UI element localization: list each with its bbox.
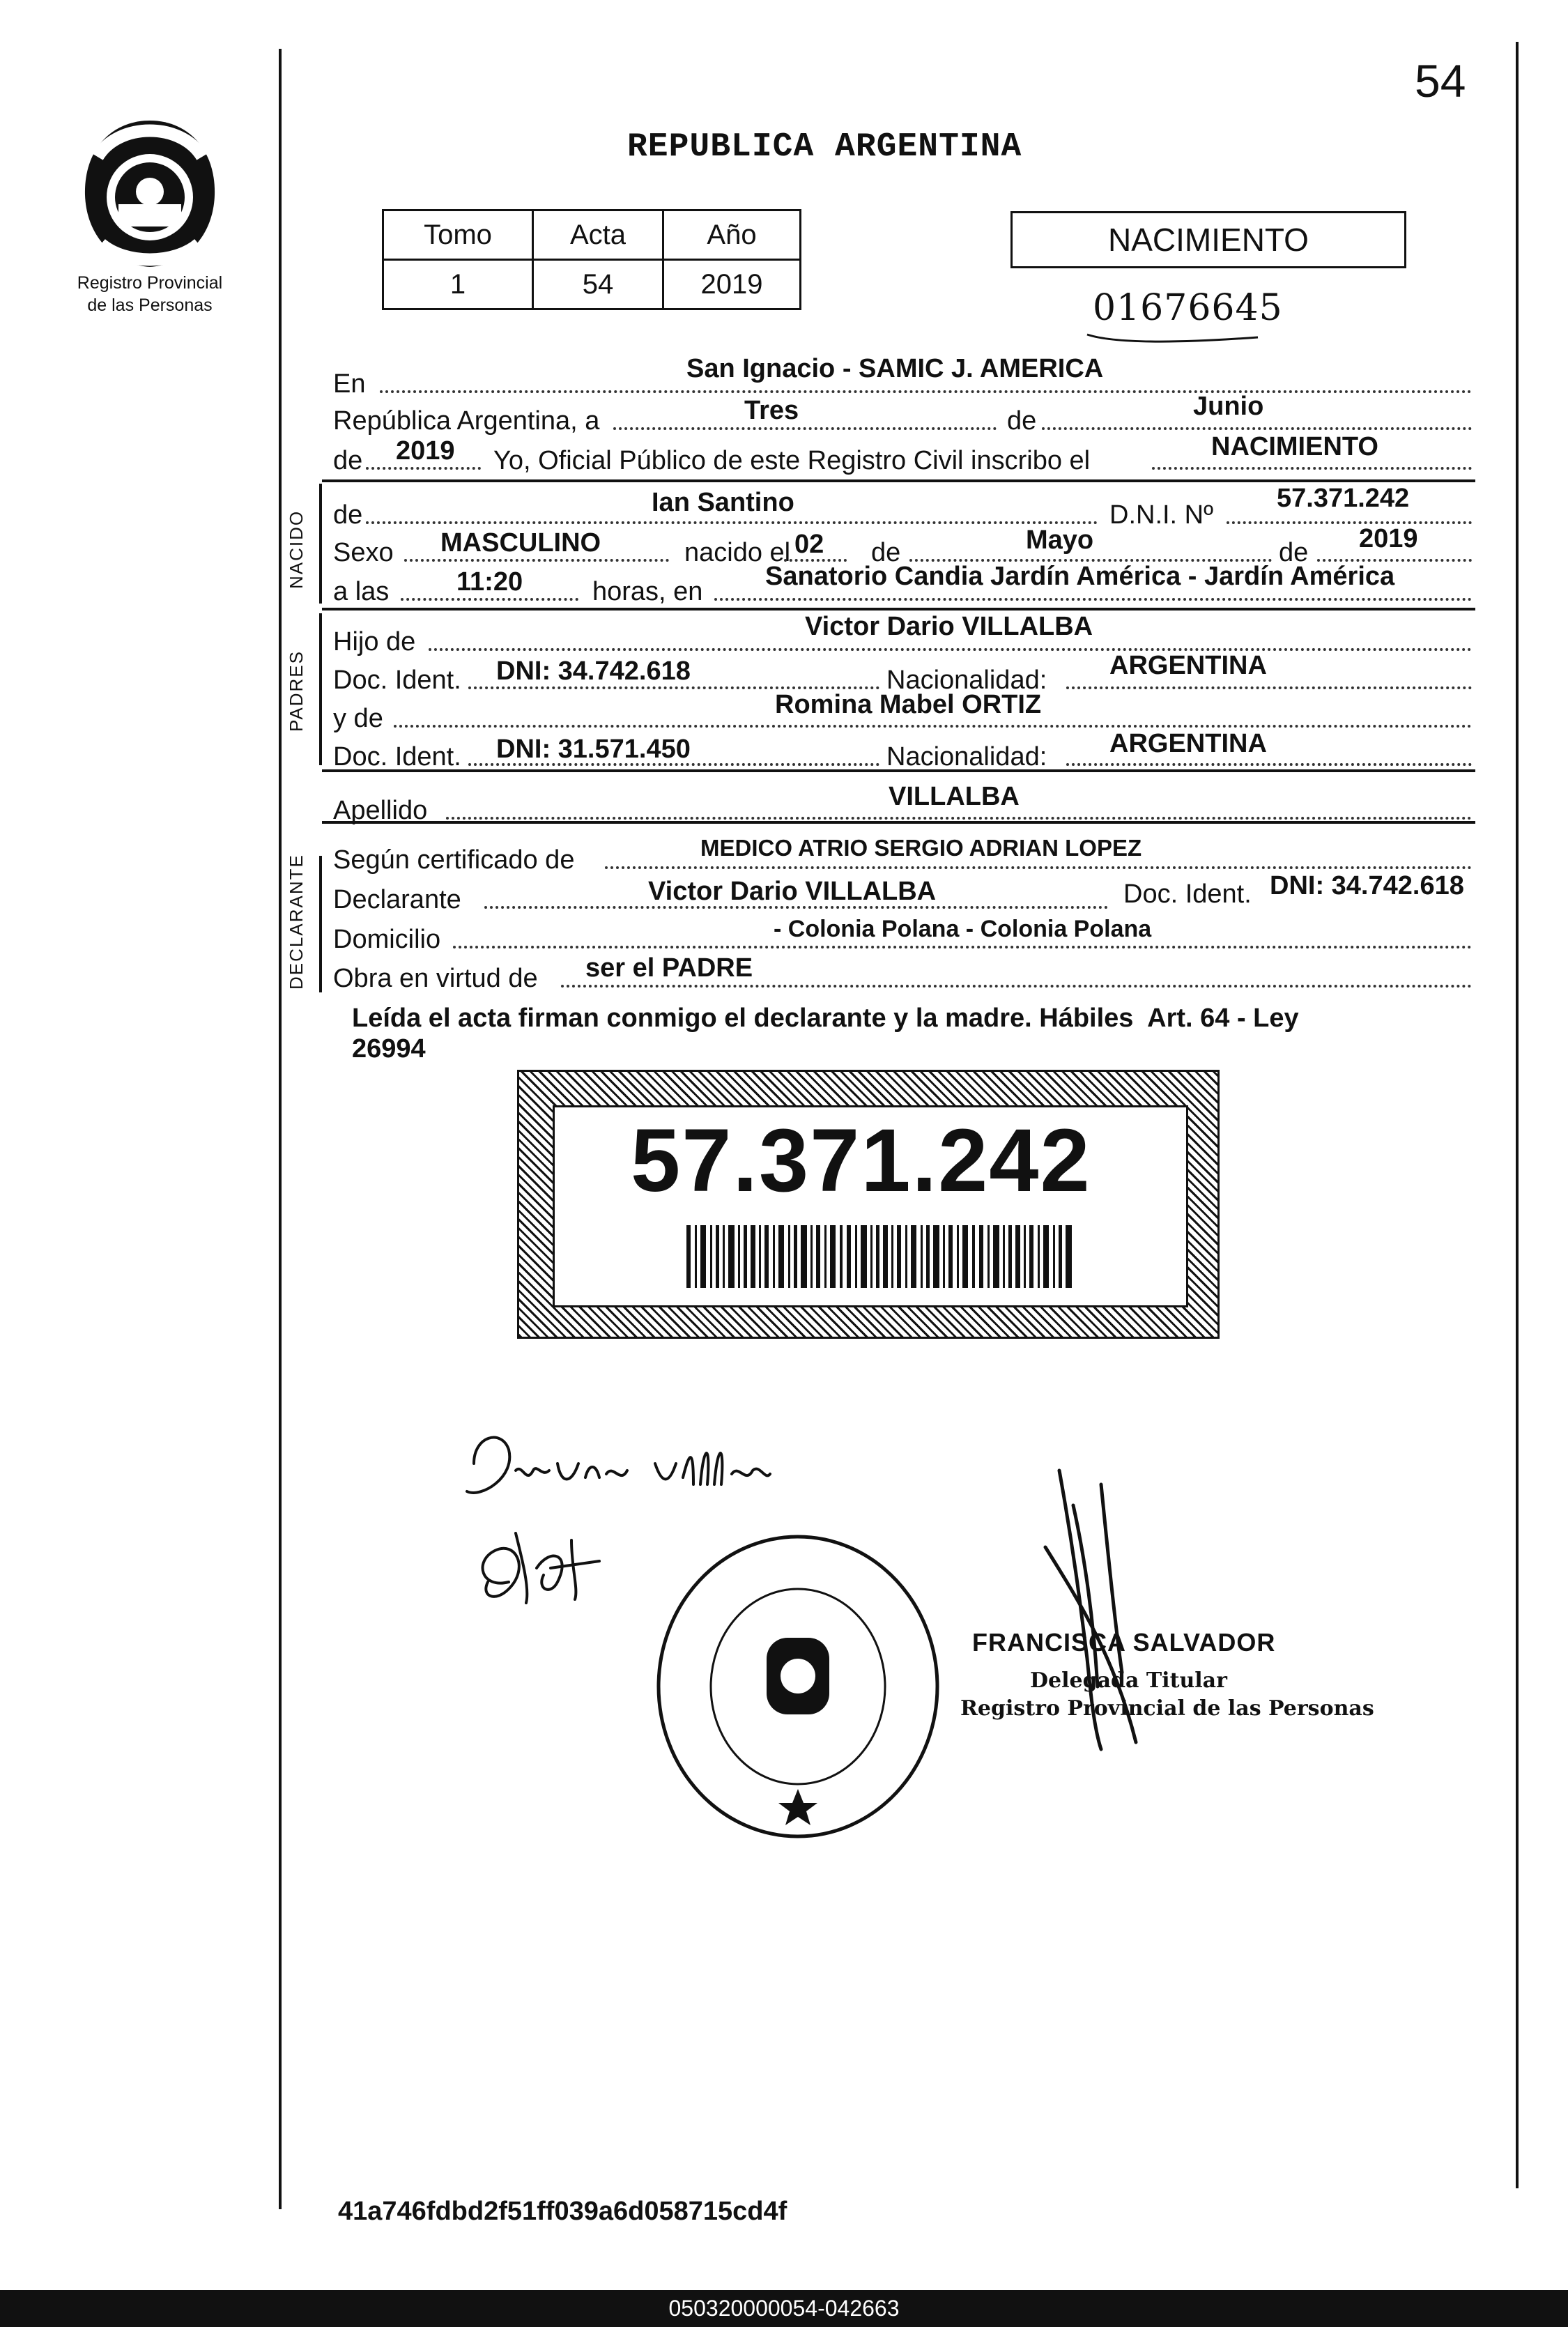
declarante-doc-label: Doc. Ident. <box>1123 880 1252 909</box>
domicilio-label: Domicilio <box>333 925 441 954</box>
declarant-signature <box>460 1422 836 1512</box>
dni-box-number: 57.371.242 <box>631 1111 1091 1211</box>
father-doc-label: Doc. Ident. <box>333 666 461 695</box>
mother-nat: ARGENTINA <box>1109 729 1267 758</box>
month-dots <box>1042 427 1472 430</box>
logo-caption-line2: de las Personas <box>87 295 213 315</box>
certificado-dots <box>605 866 1472 869</box>
birth-de2-label: de <box>1279 538 1309 567</box>
sexo-value: MASCULINO <box>440 528 601 558</box>
en-dots <box>380 390 1472 393</box>
declarante-label: Declarante <box>333 885 461 914</box>
official-title: Delegada Titular <box>1030 1668 1227 1693</box>
oficial-label: Yo, Oficial Público de este Registro Civil inscribo el <box>493 446 1091 475</box>
year-dots <box>366 467 481 470</box>
official-name: FRANCISCA SALVADOR <box>972 1628 1276 1657</box>
apellido-label: Apellido <box>333 796 428 825</box>
province-seal-logo <box>77 115 223 272</box>
tomo-value: 1 <box>382 259 534 310</box>
en-label: En <box>333 369 366 399</box>
registry-stamp <box>652 1530 944 1843</box>
birth-month: Mayo <box>1026 525 1094 555</box>
father-nat-label: Nacionalidad: <box>886 666 1047 695</box>
dni-barcode <box>686 1225 1077 1288</box>
place-dots <box>714 598 1472 601</box>
document-hash: 41a746fdbd2f51ff039a6d058715cd4f <box>338 2197 787 2226</box>
name-dots <box>366 521 1098 524</box>
page-number: 54 <box>1415 55 1466 107</box>
mother-name: Romina Mabel ORTIZ <box>775 690 1042 719</box>
padres-side-label: PADRES <box>286 650 307 732</box>
birth-day: 02 <box>794 530 824 559</box>
birth-time: 11:20 <box>456 567 523 597</box>
domicilio-value: - Colonia Polana - Colonia Polana <box>774 916 1152 942</box>
republica-label: República Argentina, a <box>333 406 600 436</box>
father-name: Victor Dario VILLALBA <box>805 612 1093 641</box>
nacido-side-label: NACIDO <box>286 509 307 589</box>
left-margin-line <box>279 49 282 2209</box>
footer-code: 050320000054-042663 <box>668 2296 900 2321</box>
sexo-label: Sexo <box>333 538 394 567</box>
acta-header: Acta <box>532 209 664 261</box>
year-value: 2019 <box>396 436 455 466</box>
dni-label: D.N.I. Nº <box>1109 500 1213 530</box>
child-dni: 57.371.242 <box>1277 484 1410 513</box>
section-rule-4 <box>322 821 1475 824</box>
father-nat: ARGENTINA <box>1109 651 1267 680</box>
father-dots <box>429 648 1472 651</box>
month-value: Junio <box>1193 392 1264 421</box>
mother-nat-label: Nacionalidad: <box>886 742 1047 771</box>
declarante-side-label: DECLARANTE <box>286 854 307 990</box>
a-las-label: a las <box>333 577 390 606</box>
mother-nat-dots <box>1066 763 1472 766</box>
apellido-value: VILLALBA <box>889 782 1020 811</box>
obra-dots <box>561 985 1472 988</box>
child-name: Ian Santino <box>652 488 794 517</box>
birth-de-label: de <box>871 538 901 567</box>
logo-caption-line1: Registro Provincial <box>77 273 223 293</box>
obra-value: ser el PADRE <box>585 953 753 983</box>
en-value: San Ignacio - SAMIC J. AMERICA <box>686 354 1104 383</box>
padres-bracket <box>319 613 322 765</box>
certificado-value: MEDICO ATRIO SERGIO ADRIAN LOPEZ <box>700 835 1142 861</box>
de2-label: de <box>333 446 363 475</box>
declarante-doc: DNI: 34.742.618 <box>1270 871 1464 900</box>
acta-value: 54 <box>532 259 664 310</box>
nacido-de-label: de <box>333 500 363 530</box>
oficial-value: NACIMIENTO <box>1211 432 1378 461</box>
sexo-dots <box>404 559 669 562</box>
certificado-label: Según certificado de <box>333 845 575 875</box>
apellido-dots <box>446 817 1472 820</box>
declarante-bracket <box>319 856 322 992</box>
obra-label: Obra en virtud de <box>333 964 538 993</box>
day-value: Tres <box>744 396 799 425</box>
nacido-bracket <box>319 484 322 604</box>
section-rule-2 <box>322 608 1475 610</box>
father-doc-dots <box>468 686 879 689</box>
father-doc: DNI: 34.742.618 <box>496 656 691 686</box>
official-office: Registro Provincial de las Personas <box>960 1696 1374 1721</box>
hijo-label: Hijo de <box>333 627 416 656</box>
section-rule-1 <box>322 479 1475 482</box>
mother-signature <box>467 1519 606 1617</box>
anio-value: 2019 <box>662 259 801 310</box>
record-serial: 01676645 <box>1093 287 1283 329</box>
serial-underline <box>1084 328 1265 348</box>
dni-dots <box>1227 521 1472 524</box>
nacido-el-label: nacido el <box>684 538 791 567</box>
country-title: REPUBLICA ARGENTINA <box>627 128 1022 166</box>
mother-dots <box>394 725 1472 728</box>
time-dots <box>401 598 578 601</box>
declarante-value: Victor Dario VILLALBA <box>648 877 937 906</box>
right-margin-line <box>1516 42 1519 2188</box>
tomo-header: Tomo <box>382 209 534 261</box>
section-rule-3 <box>322 769 1475 772</box>
mother-doc-label: Doc. Ident. <box>333 742 461 771</box>
domicilio-dots <box>453 946 1472 949</box>
day-dots <box>613 427 997 430</box>
closing-line2: 26994 <box>352 1034 426 1063</box>
birth-year: 2019 <box>1359 524 1418 553</box>
y-de-label: y de <box>333 704 383 733</box>
record-type-box: NACIMIENTO <box>1010 211 1406 268</box>
de-label: de <box>1007 406 1037 436</box>
closing-line1: Leída el acta firman conmigo el declarante y la madre. Hábiles Art. 64 - Ley <box>352 1004 1299 1033</box>
anio-header: Año <box>662 209 801 261</box>
birth-place: Sanatorio Candia Jardín América - Jardín América <box>765 562 1395 591</box>
horas-label: horas, en <box>592 577 703 606</box>
oficial-dots <box>1152 467 1472 470</box>
father-nat-dots <box>1066 686 1472 689</box>
mother-doc: DNI: 31.571.450 <box>496 735 691 764</box>
